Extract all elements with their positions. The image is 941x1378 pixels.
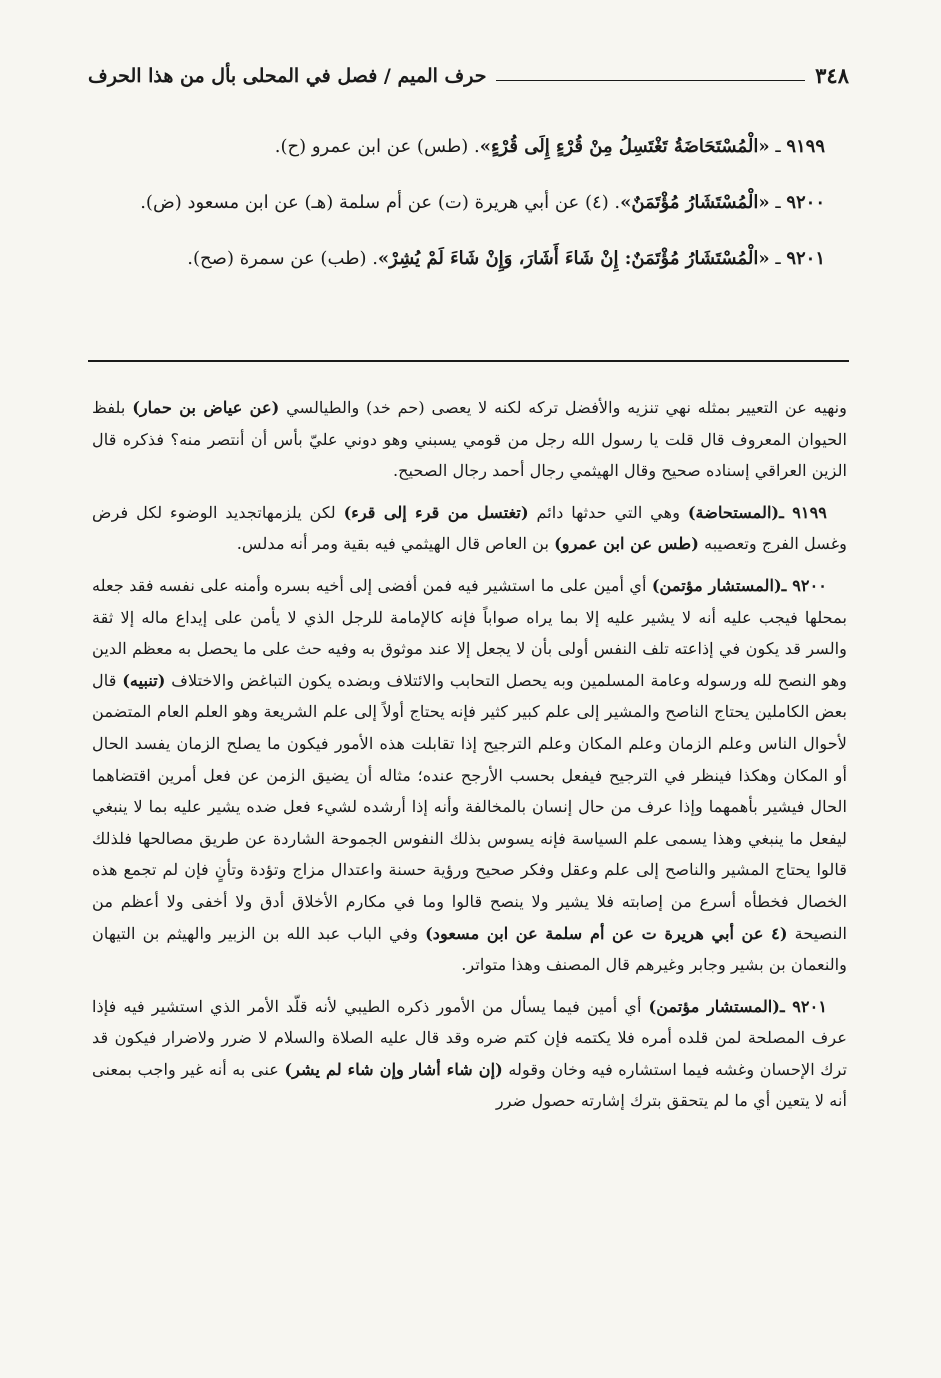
commentary-text: لكن يلزمهاتجديد الوضوء لكل فرض وغسل الفرج وتعصيبه <box>92 502 847 554</box>
commentary-text: وفي الباب عبد الله بن الزبير والهيثم بن التيهان والنعمان بن بشير وجابر وغيرهم قال المصنف وهذا متواتر. <box>92 923 847 975</box>
commentary-text: أي أمين على ما استشير فيه فمن أفضى إلى أخيه بسره وأمنه على نفسه فقد جعله بمحلها فيجب عليه أنه لا يشير عليه إلا بما يراه صواباً فإنه كالإمامة للرجل الذي لا يأمن على إيداع ماله إلا ثقة والسر قد يكون في إذاعته تلف النفس أولى بأن لا يجعل إلا عند موثوق به وفيه حث على ما يحصل به معظم الدين وهو النصح لله ورسوله وعامة المسلمين وبه يحصل التحابب والائتلاف وبضده يكون التباغض والاختلاف <box>92 575 847 690</box>
running-title: حرف الميم / فصل في المحلى بأل من هذا الحرف <box>88 65 487 87</box>
commentary-text: وهي التي حدثها دائم <box>536 502 681 522</box>
commentary-lemma: (المستشار مؤتمن) <box>648 996 780 1016</box>
section-divider <box>88 360 849 362</box>
commentary-text: عنى به أنه غير واجب بمعنى أنه لا يتعين أي ما لم يتحقق بترك إشارته حصول ضرر <box>92 1059 847 1111</box>
intro-text: ونهيه عن التعيير بمثله نهي تنزيه والأفضل تركه لكنه لا يعصى (حم خد) والطيالسي <box>286 398 847 417</box>
commentary-9201 <box>92 991 847 1117</box>
hadith-source: . (طس) عن ابن عمرو (ح). <box>274 136 480 157</box>
hadith-source: . (طب) عن سمرة (صح). <box>187 248 378 269</box>
page-header <box>88 58 849 90</box>
commentary-number: ٩٢٠٠ ـ <box>781 575 827 595</box>
commentary-text: بن العاص قال الهيثمي فيه بقية ومر أنه مدلس. <box>236 534 549 554</box>
hadith-number: ٩٢٠١ <box>786 248 825 269</box>
hadith-block <box>92 122 847 290</box>
commentary-source: (طس عن ابن عمرو) <box>554 534 699 554</box>
commentary-lemma: (المستشار مؤتمن) <box>651 575 782 595</box>
commentary-9200 <box>92 570 847 981</box>
commentary-lemma: (المستحاضة) <box>687 502 780 522</box>
header-rule <box>496 80 805 81</box>
hadith-text: «الْمُسْتَشَارُ مُؤْتَمَنٌ» <box>620 192 770 213</box>
commentary-number: ٩١٩٩ ـ <box>779 502 827 522</box>
hadith-9201: ٩٢٠١ ـ «الْمُسْتَشَارُ مُؤْتَمَنٌ: إِنْ شَاءَ أَشَارَ، وَإِنْ شَاءَ لَمْ يُشِرْ». (طب) عن سمرة (صح). <box>187 248 825 269</box>
hadith-number: ٩٢٠٠ <box>786 192 825 213</box>
hadith-number: ٩١٩٩ <box>786 136 825 157</box>
page-number: ٣٤٨ <box>815 63 849 88</box>
hadith-9200: ٩٢٠٠ ـ «الْمُسْتَشَارُ مُؤْتَمَنٌ». (٤) عن أبي هريرة (ت) عن أم سلمة (هـ) عن ابن مسعود (ض). <box>140 192 825 213</box>
commentary-block <box>92 392 847 1127</box>
commentary-lemma: (تغتسل من قرء إلى قرء) <box>343 502 529 522</box>
commentary-9199 <box>92 497 847 560</box>
commentary-note-label: (تنبيه) <box>122 670 166 690</box>
commentary-text: قال بعض الكاملين يحتاج الناصح والمشير إلى علم كبير كثير فإنه يحتاج أولاً إلى علم الشريعة وهو العلم العام المتضمن لأحوال الناس وعلم الزمان وعلم المكان وعلم الترجيح إذا تقابلت هذه الأمور فيكون ما يصلح الزمان يفسد الحال أو المكان وهكذا فينظر في الترجيح فيفعل بحسب الأرجح عنده؛ مثاله أن يضيق الزمن عن فعل أمرين اقتضاهما الحال فيشير بأهمهما وإذا عرف من حال إنسان بالمخالفة وأنه إذا أرشده لشيء فعل ضده يشير عليه بما لا ينبغي ليفعل ما ينبغي وهذا يسمى علم السياسة فإنه يسوس بذلك النفوس الجموحة الشاردة عن طريق مصالحها فلذلك قالوا يحتاج المشير والناصح إلى علم وعقل وفكر صحيح ورؤية حسنة واعتدال مزاج وتؤدة وتأنٍ فإن لم تجمع هذه الخصال فخطأه أسرع من إصابته فلا يشير ولا ينصح قالوا وما في مكارم الأخلاق أدق ولا أخفى ولا أعظم من النصيحة <box>92 670 848 943</box>
hadith-source: . (٤) عن أبي هريرة (ت) عن أم سلمة (هـ) عن ابن مسعود (ض). <box>140 192 621 213</box>
hadith-9199: ٩١٩٩ ـ «الْمُسْتَحَاضَةُ تَغْتَسِلُ مِنْ قُرْءٍ إِلَى قُرْءٍ». (طس) عن ابن عمرو (ح). <box>274 136 825 157</box>
commentary-lemma: (إن شاء أشار وإن شاء لم يشر) <box>284 1059 503 1079</box>
hadith-text: «الْمُسْتَشَارُ مُؤْتَمَنٌ: إِنْ شَاءَ أَشَارَ، وَإِنْ شَاءَ لَمْ يُشِرْ» <box>377 248 770 269</box>
commentary-source: (٤ عن أبي هريرة ت عن أم سلمة عن ابن مسعود) <box>425 923 788 943</box>
commentary-intro <box>92 392 847 487</box>
commentary-number: ٩٢٠١ ـ <box>779 996 828 1016</box>
intro-text-cont: بلفظ الحيوان المعروف قال قلت يا رسول الله رجل من قومي يسبني وهو دوني عليّ بأس أن أنتصر منه؟ فذكره قال الزين العراقي إسناده صحيح وقال الهيثمي رجال أحمد رجال الصحيح. <box>92 398 847 481</box>
commentary-text: أي أمين فيما يسأل من الأمور ذكره الطيبي لأنه قلّد الأمر الذي استشير فيه فإذا عرف المصلحة لمن قلده أمره فلا يكتمه فإن كتم ضره وقد قال عليه الصلاة والسلام لا ضرر ولاضرار فيكون قد ترك الإحسان وغشه فيما استشاره فيه وخان وقوله <box>92 996 847 1079</box>
hadith-text: «الْمُسْتَحَاضَةُ تَغْتَسِلُ مِنْ قُرْءٍ إِلَى قُرْءٍ» <box>479 136 770 157</box>
intro-source: (عن عياض بن حمار) <box>132 398 280 417</box>
